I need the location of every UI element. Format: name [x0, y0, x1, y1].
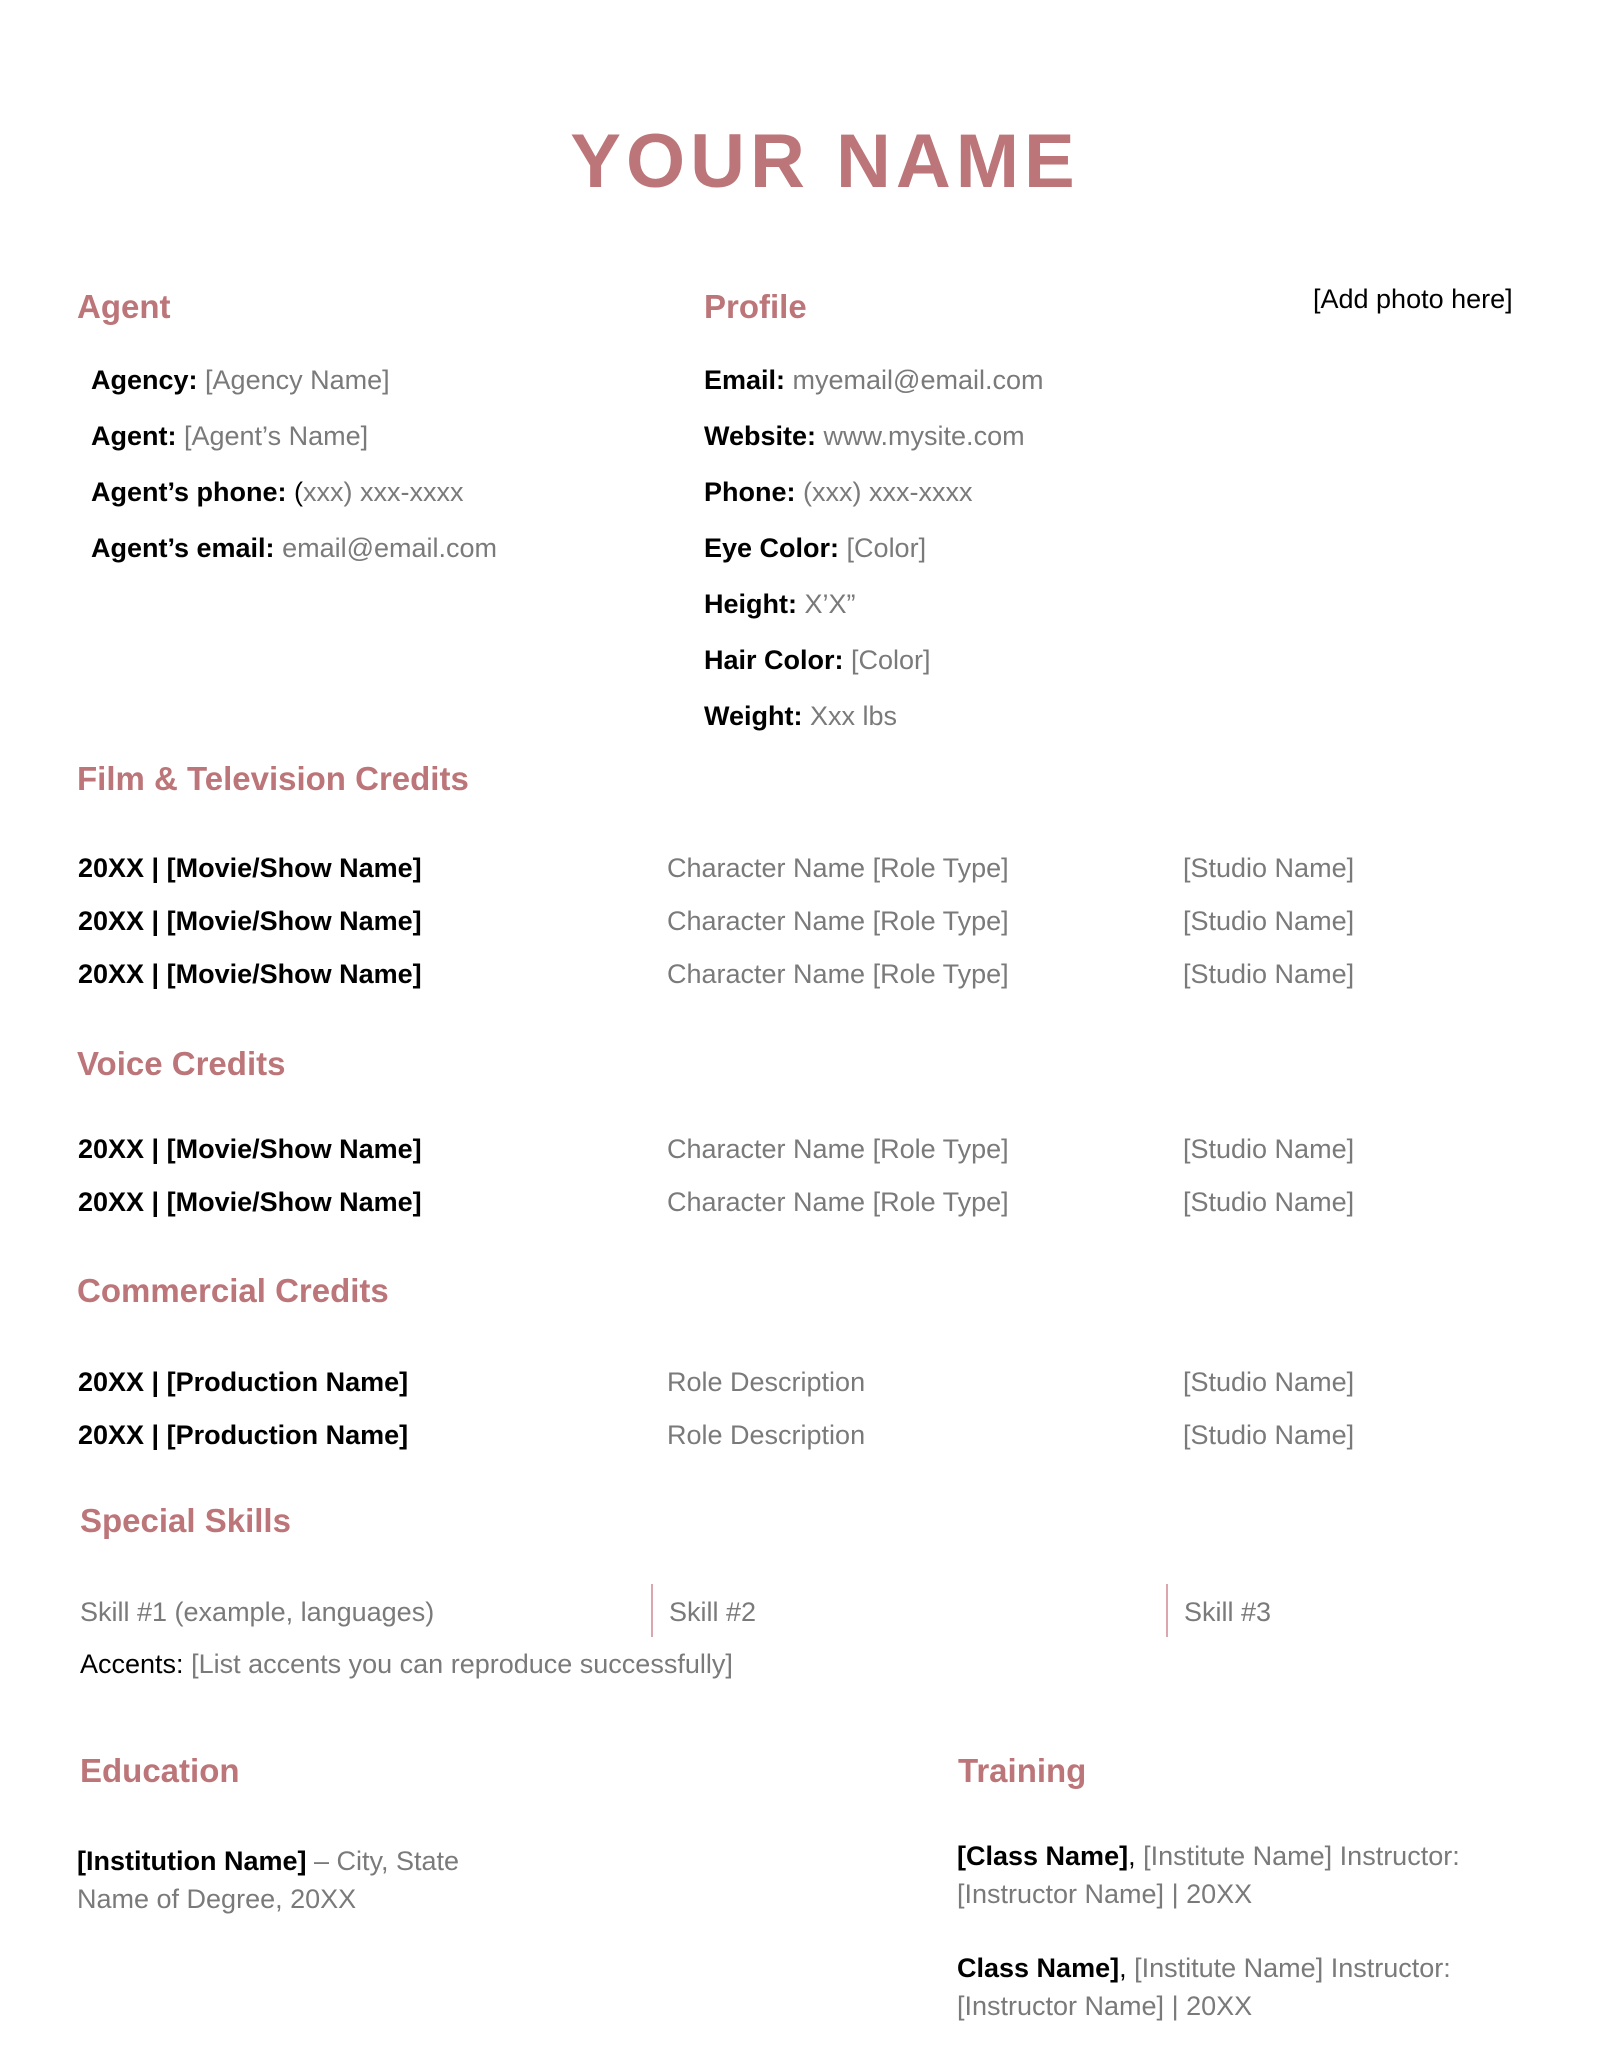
- training-entry-line2: [Instructor Name] | 20XX: [957, 1991, 1253, 2021]
- field-value: X’X”: [804, 589, 856, 619]
- credit-studio: [Studio Name]: [1183, 1187, 1355, 1217]
- field-label: Height:: [704, 589, 797, 619]
- field-value: [Agency Name]: [205, 365, 390, 395]
- field-label: Website:: [704, 421, 817, 451]
- agent-row-agent: [91, 423, 368, 450]
- field-label: Agent’s phone:: [91, 477, 287, 507]
- credit-title: 20XX | [Production Name]: [78, 1367, 409, 1397]
- voice-heading: Voice Credits: [77, 1045, 286, 1082]
- profile-row-height: [704, 591, 856, 618]
- field-value-prefix: (: [294, 477, 304, 507]
- credit-role: Character Name [Role Type]: [667, 906, 1009, 936]
- field-label: Email:: [704, 365, 786, 395]
- profile-row-eye-color: [704, 535, 926, 562]
- agent-row-agency: [91, 367, 390, 394]
- credit-title: 20XX | [Movie/Show Name]: [78, 853, 422, 883]
- training-entry-line2: [Instructor Name] | 20XX: [957, 1879, 1253, 1909]
- education-degree: Name of Degree, 20XX: [77, 1884, 357, 1914]
- accents-value: [List accents you can reproduce successfully]: [191, 1649, 733, 1679]
- profile-row-phone: [704, 479, 973, 506]
- credit-studio: [Studio Name]: [1183, 1420, 1355, 1450]
- field-value: xxx) xxx-xxxx: [303, 477, 464, 507]
- credit-studio: [Studio Name]: [1183, 1367, 1355, 1397]
- institution-name: [Institution Name]: [77, 1846, 307, 1876]
- credit-role: Role Description: [667, 1420, 866, 1450]
- accents-row: [80, 1651, 733, 1678]
- credit-role: Character Name [Role Type]: [667, 1187, 1009, 1217]
- profile-row-website: [704, 423, 1025, 450]
- training-entry-line1: [957, 1955, 1451, 1982]
- credit-title: 20XX | [Movie/Show Name]: [78, 906, 422, 936]
- institution-location: – City, State: [306, 1846, 460, 1876]
- skill-item: Skill #1 (example, languages): [80, 1597, 435, 1627]
- credit-role: Character Name [Role Type]: [667, 853, 1009, 883]
- comma: ,: [1119, 1953, 1127, 1983]
- training-heading: Training: [958, 1752, 1087, 1789]
- agent-row-email: [91, 535, 497, 562]
- skill-divider: [651, 1584, 653, 1637]
- class-name: [Class Name]: [957, 1841, 1129, 1871]
- education-institution-row: [77, 1848, 459, 1875]
- agent-heading: Agent: [77, 288, 171, 325]
- credit-studio: [Studio Name]: [1183, 853, 1355, 883]
- credit-studio: [Studio Name]: [1183, 959, 1355, 989]
- credit-role: Character Name [Role Type]: [667, 1134, 1009, 1164]
- credit-role: Character Name [Role Type]: [667, 959, 1009, 989]
- profile-row-hair-color: [704, 647, 931, 674]
- institute-instructor: [Institute Name] Instructor:: [1126, 1953, 1451, 1983]
- agent-row-phone: [91, 479, 464, 506]
- comma: ,: [1128, 1841, 1136, 1871]
- credit-title: 20XX | [Movie/Show Name]: [78, 959, 422, 989]
- credit-title: 20XX | [Production Name]: [78, 1420, 409, 1450]
- field-value: [Agent’s Name]: [184, 421, 369, 451]
- resume-name-title: YOUR NAME: [570, 119, 1080, 204]
- accents-label: Accents:: [80, 1649, 184, 1679]
- training-entry-line1: [957, 1843, 1460, 1870]
- education-heading: Education: [80, 1752, 240, 1789]
- field-value: email@email.com: [282, 533, 498, 563]
- field-label: Agent’s email:: [91, 533, 275, 563]
- institute-instructor: [Institute Name] Instructor:: [1135, 1841, 1460, 1871]
- profile-row-email: [704, 367, 1044, 394]
- profile-heading: Profile: [704, 288, 807, 325]
- field-label: Agent:: [91, 421, 177, 451]
- credit-title: 20XX | [Movie/Show Name]: [78, 1187, 422, 1217]
- skill-item: Skill #2: [669, 1597, 757, 1627]
- field-value: myemail@email.com: [792, 365, 1044, 395]
- credit-studio: [Studio Name]: [1183, 906, 1355, 936]
- field-label: Phone:: [704, 477, 796, 507]
- credit-role: Role Description: [667, 1367, 866, 1397]
- skill-item: Skill #3: [1184, 1597, 1272, 1627]
- field-value: Xxx lbs: [810, 701, 898, 731]
- skill-divider: [1166, 1584, 1168, 1637]
- field-label: Weight:: [704, 701, 803, 731]
- field-value: [Color]: [851, 645, 931, 675]
- field-value: (xxx) xxx-xxxx: [803, 477, 973, 507]
- film-tv-heading: Film & Television Credits: [77, 760, 469, 797]
- field-value: [Color]: [846, 533, 927, 563]
- class-name: Class Name]: [957, 1953, 1120, 1983]
- field-label: Agency:: [91, 365, 198, 395]
- field-value: www.mysite.com: [823, 421, 1025, 451]
- field-label: Eye Color:: [704, 533, 840, 563]
- profile-row-weight: [704, 703, 897, 730]
- field-label: Hair Color:: [704, 645, 844, 675]
- credit-title: 20XX | [Movie/Show Name]: [78, 1134, 422, 1164]
- credit-studio: [Studio Name]: [1183, 1134, 1355, 1164]
- commercial-heading: Commercial Credits: [77, 1272, 389, 1309]
- special-skills-heading: Special Skills: [80, 1502, 291, 1539]
- photo-placeholder: [Add photo here]: [1313, 284, 1513, 314]
